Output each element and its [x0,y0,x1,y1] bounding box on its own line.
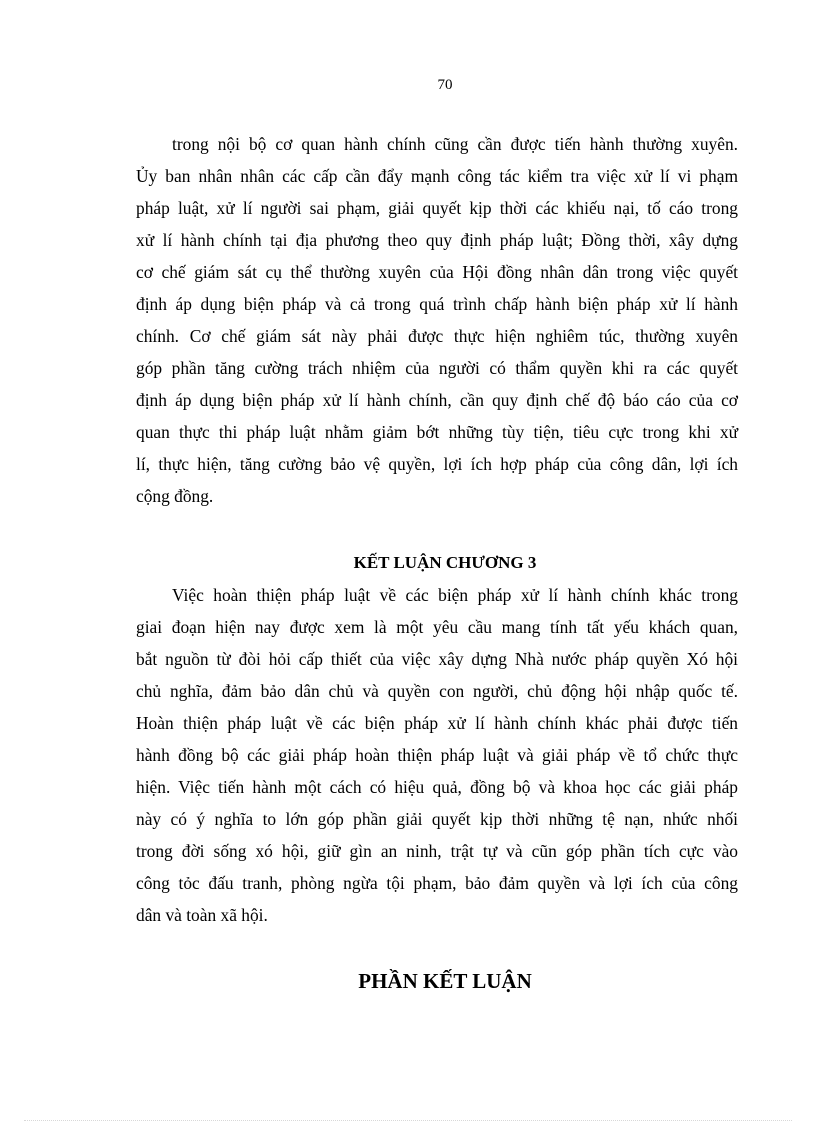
text-line: công tỏc đấu tranh, phòng ngừa tội phạm, bảo đảm quyền và lợi ích của công [136,873,738,893]
part-heading: PHẦN KẾT LUẬN [358,969,532,993]
text-line: Ủy ban nhân nhân các cấp cần đẩy mạnh công tác kiểm tra việc xử lí vi phạm [136,166,738,186]
text-line: định áp dụng biện pháp xử lí hành chính, cần quy định chế độ báo cáo của cơ [136,390,738,410]
text-line: chủ nghĩa, đảm bảo dân chủ và quyền con người, chủ động hội nhập quốc tế. [136,681,738,701]
text-line: cơ chế giám sát cụ thể thường xuyên của Hội đồng nhân dân trong việc quyết [136,262,738,282]
page-bottom-divider [24,1120,792,1121]
text-line: lí, thực hiện, tăng cường bảo vệ quyền, lợi ích hợp pháp của công dân, lợi ích [136,454,738,474]
text-line: cộng đồng. [136,486,214,506]
text-line: quan thực thi pháp luật nhằm giảm bớt những tùy tiện, tiêu cực trong khi xử [136,422,738,442]
text-line: hành đồng bộ các giải pháp hoàn thiện pháp luật và giải pháp về tổ chức thực [136,745,738,765]
chapter-heading: KẾT LUẬN CHƯƠNG 3 [353,553,537,572]
text-line: trong đời sống xó hội, giữ gìn an ninh, trật tự và cũn góp phần tích cực vào [136,841,738,861]
text-line: hiện. Việc tiến hành một cách có hiệu quả, đồng bộ và khoa học các giải pháp [136,777,738,797]
text-line: bắt nguồn từ đòi hỏi cấp thiết của việc xây dựng Nhà nước pháp quyền Xó hội [136,649,738,669]
text-line: dân và toàn xã hội. [136,905,268,925]
text-line: chính. Cơ chế giám sát này phải được thực hiện nghiêm túc, thường xuyên [136,326,738,346]
text-line: xử lí hành chính tại địa phương theo quy định pháp luật; Đồng thời, xây dựng [136,230,738,250]
text-line: định áp dụng biện pháp và cả trong quá trình chấp hành biện pháp xử lí hành [136,294,738,314]
page-number: 70 [437,77,453,93]
text-line: giai đoạn hiện nay được xem là một yêu cầu mang tính tất yếu khách quan, [136,617,738,637]
text-line: pháp luật, xử lí người sai phạm, giải quyết kịp thời các khiếu nại, tố cáo trong [136,198,738,218]
text-line: này có ý nghĩa to lớn góp phần giải quyết kịp thời những tệ nạn, nhức nhối [136,809,738,829]
chapter-conclusion-paragraph [136,579,738,931]
text-line: Việc hoàn thiện pháp luật về các biện pháp xử lí hành chính khác trong [172,585,738,605]
text-line: Hoàn thiện pháp luật về các biện pháp xử lí hành chính khác phải được tiến [136,713,738,733]
text-line: góp phần tăng cường trách nhiệm của người có thẩm quyền khi ra các quyết [136,358,738,378]
text-line: trong nội bộ cơ quan hành chính cũng cần được tiến hành thường xuyên. [172,134,738,154]
paragraph-continuation [136,128,738,512]
